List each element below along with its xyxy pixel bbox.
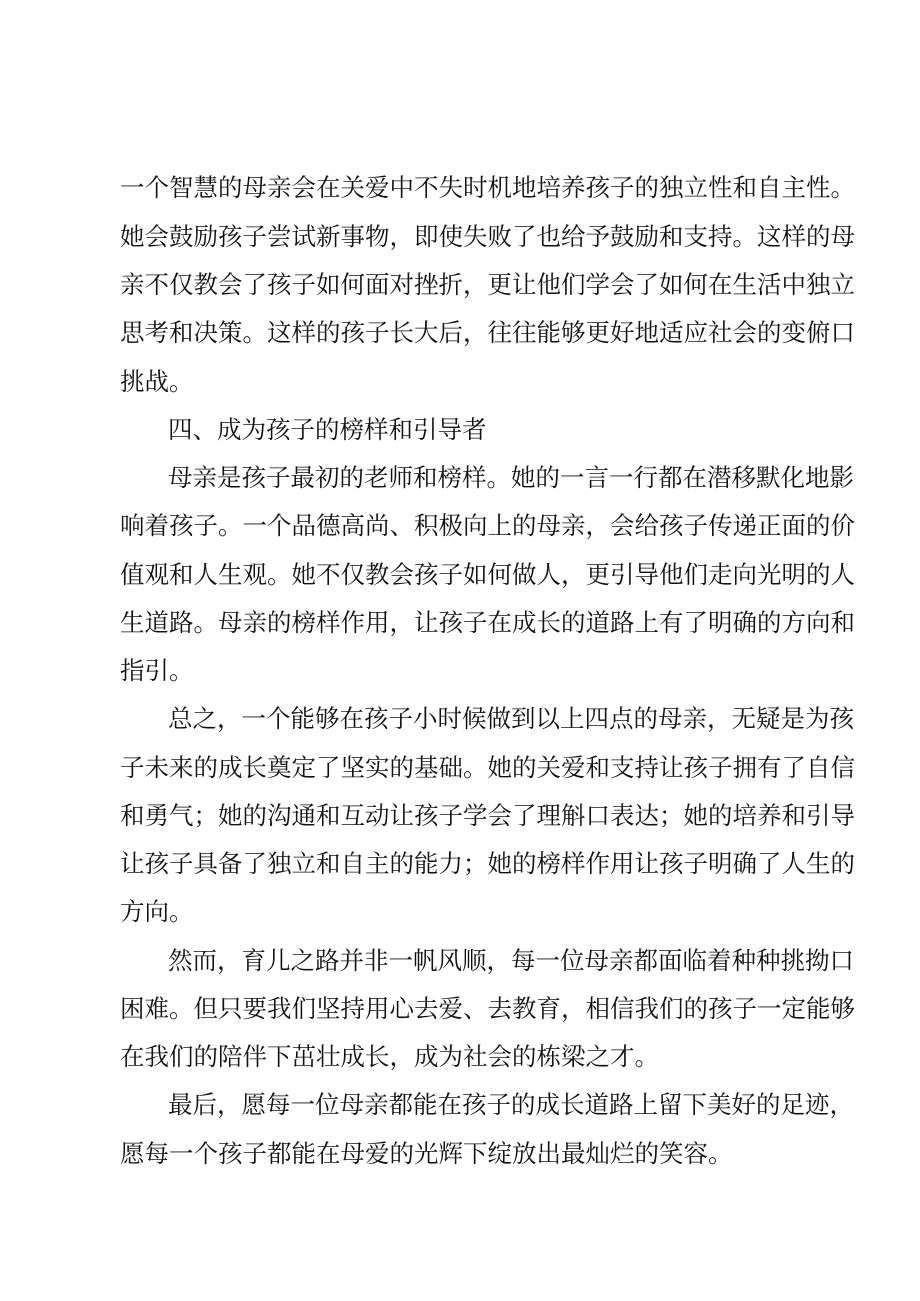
text-line: 挑战。 [120, 367, 194, 396]
text-line: 总之，一个能够在孩子小时候做到以上四点的母亲，无疑是为孩 [168, 704, 854, 733]
text-line: 和勇气；她的沟通和互动让孩子学会了理斛口表达；她的培养和引导 [120, 801, 855, 830]
text-line: 愿每一个孩子都能在母爱的光辉下绽放出最灿烂的笑容。 [120, 1139, 733, 1168]
section-heading: 四、成为孩子的榜样和引导者 [168, 415, 487, 444]
text-line: 值观和人生观。她不仅教会孩子如何做人，更引导他们走向光明的人 [120, 560, 855, 589]
text-line: 亲不仅教会了孩子如何面对挫折，更让他们学会了如何在生活中独立 [120, 270, 855, 299]
text-line: 方向。 [120, 897, 194, 926]
text-line: 在我们的陪伴下茁壮成长，成为社会的栋梁之才。 [120, 1042, 659, 1071]
text-line: 思考和决策。这样的孩子长大后，往往能够更好地适应社会的变俯口 [120, 318, 855, 347]
text-line: 最后，愿每一位母亲都能在孩子的成长道路上留下美好的足迹， [168, 1090, 854, 1119]
text-line: 母亲是孩子最初的老师和榜样。她的一言一行都在潜移默化地影 [168, 463, 854, 492]
text-line: 生道路。母亲的榜样作用，让孩子在成长的道路上有了明确的方向和 [120, 608, 855, 637]
text-line: 指引。 [120, 656, 194, 685]
text-line: 子未来的成长奠定了坚实的基础。她的关爱和支持让孩子拥有了自信 [120, 753, 855, 782]
text-line: 困难。但只要我们坚持用心去爱、去教育，相信我们的孩子一定能够 [120, 994, 855, 1023]
text-line: 然而，育儿之路并非一帆风顺，每一位母亲都面临着种种挑拗口 [168, 946, 854, 975]
text-line: 一个智慧的母亲会在关爱中不失时机地培养孩子的独立性和自主性。 [120, 173, 855, 202]
text-line: 她会鼓励孩子尝试新事物，即使失败了也给予鼓励和支持。这样的母 [120, 222, 855, 251]
text-line: 响着孩子。一个品德高尚、积极向上的母亲，会给孩子传递正面的价 [120, 511, 855, 540]
text-line: 让孩子具备了独立和自主的能力；她的榜样作用让孩子明确了人生的 [120, 849, 855, 878]
